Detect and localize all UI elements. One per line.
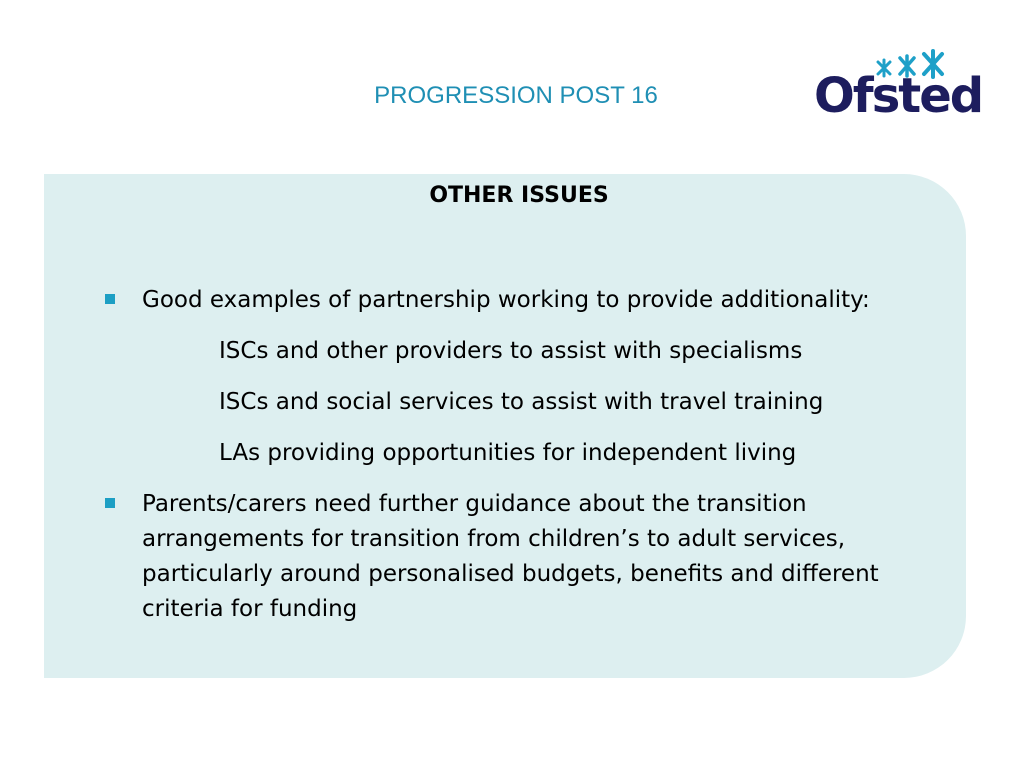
bullet-square-icon	[105, 294, 115, 304]
ofsted-logo	[814, 48, 983, 130]
sub-item: ISCs and other providers to assist with specialisms	[219, 338, 803, 364]
bullet-item	[105, 487, 885, 627]
bullet-square-icon	[105, 498, 115, 508]
section-heading: OTHER ISSUES	[429, 183, 609, 208]
bullet-text: Parents/carers need further guidance about the transition arrangements for transition from children’s to adult services, particularly around personalised budgets, benefits and different criteria for funding	[142, 491, 879, 622]
bullet-item	[105, 283, 945, 318]
slide-title: PROGRESSION POST 16	[374, 82, 658, 109]
bullet-text: Good examples of partnership working to provide additionality:	[142, 287, 870, 313]
sub-item: ISCs and social services to assist with travel training	[219, 389, 824, 415]
logo-text: Ofsted	[814, 68, 983, 124]
sub-item: LAs providing opportunities for independent living	[219, 440, 797, 466]
